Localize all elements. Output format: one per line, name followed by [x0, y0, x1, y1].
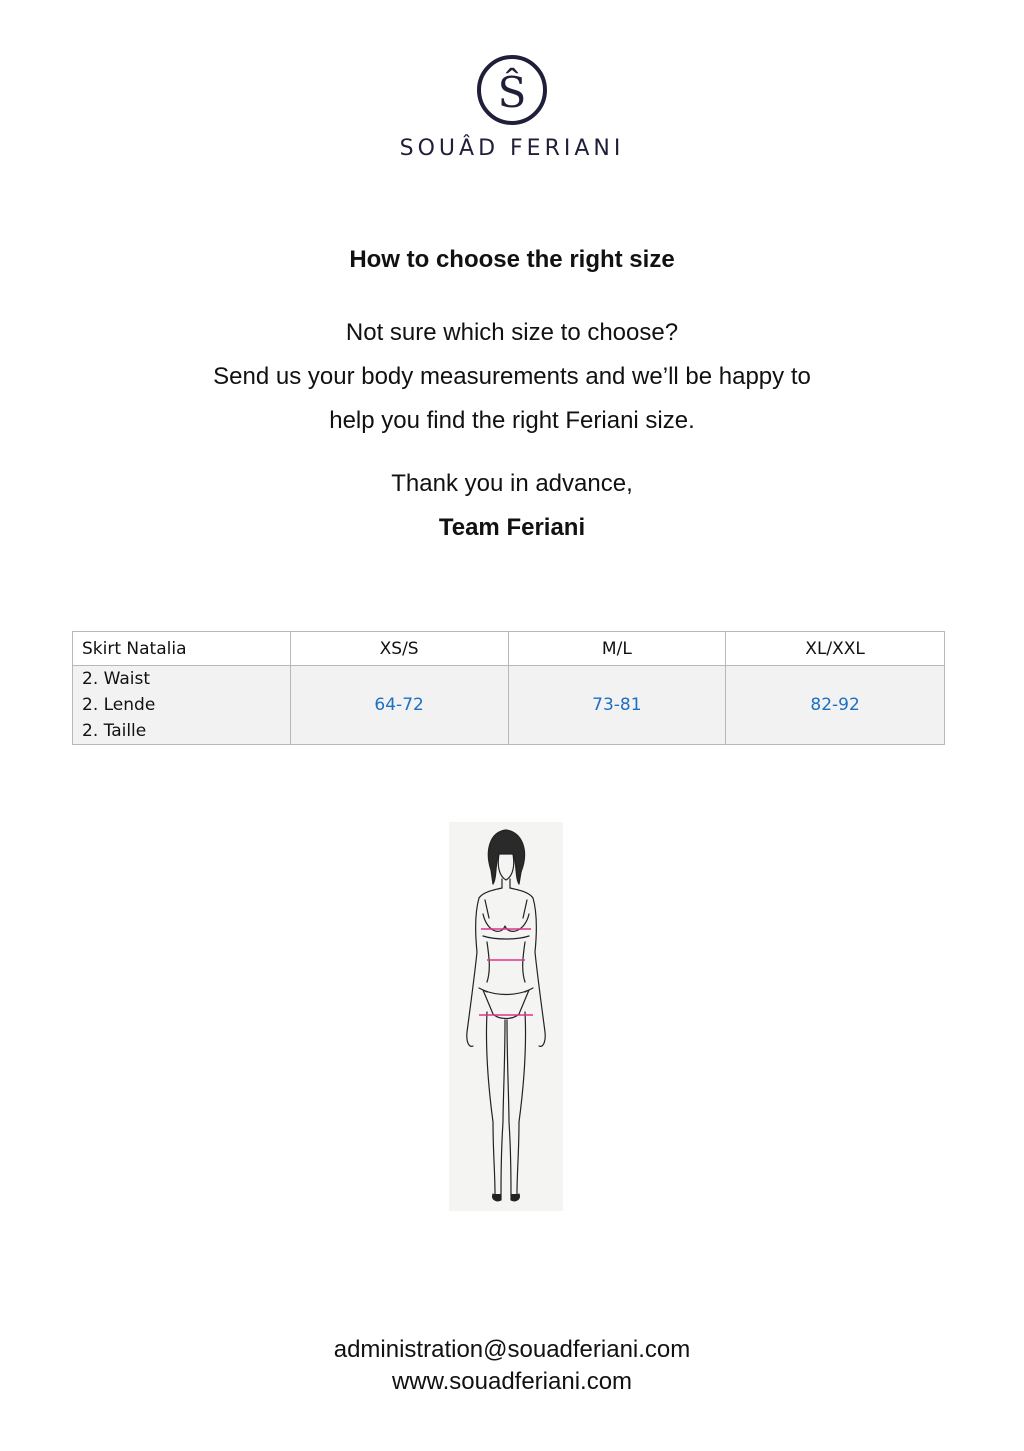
- website-link[interactable]: www.souadferiani.com: [391, 1368, 633, 1395]
- brand-logo: [0, 50, 1024, 161]
- value-xs-s: 64-72: [290, 666, 508, 745]
- thanks-line: Thank you in advance,: [391, 470, 633, 497]
- contact-footer: [0, 1334, 1024, 1398]
- page-heading: How to choose the right size: [349, 246, 675, 273]
- size-table: [72, 631, 945, 745]
- table-header-row: [73, 632, 945, 666]
- monogram-letter: Ŝ: [497, 68, 527, 117]
- monogram-logo-icon: [474, 50, 550, 126]
- measurement-label: 2. Taille: [82, 721, 147, 741]
- intro-text: [0, 311, 1024, 443]
- body-measurement-illustration: [449, 822, 563, 1211]
- measurement-label: 2. Waist: [82, 669, 151, 689]
- product-name-cell: Skirt Natalia: [73, 632, 291, 666]
- intro-line-1: Not sure which size to choose?: [345, 319, 679, 346]
- body-figure-icon: [449, 822, 563, 1211]
- size-header-xl-xxl: XL/XXL: [726, 632, 945, 666]
- measurement-label: 2. Lende: [82, 695, 156, 715]
- size-header-m-l: M/L: [508, 632, 726, 666]
- brand-name: SOUÂD FERIANI: [399, 136, 625, 161]
- intro-line-3: help you find the right Feriani size.: [329, 407, 695, 434]
- email-link[interactable]: administration@souadferiani.com: [333, 1336, 691, 1363]
- size-header-xs-s: XS/S: [290, 632, 508, 666]
- team-signature: Team Feriani: [438, 514, 586, 541]
- value-xl-xxl: 82-92: [726, 666, 945, 745]
- table-row: [73, 666, 945, 745]
- intro-line-2: Send us your body measurements and we’ll be happy to: [213, 363, 811, 390]
- measurement-labels-cell: [73, 666, 291, 745]
- closing: [0, 462, 1024, 550]
- value-m-l: 73-81: [508, 666, 726, 745]
